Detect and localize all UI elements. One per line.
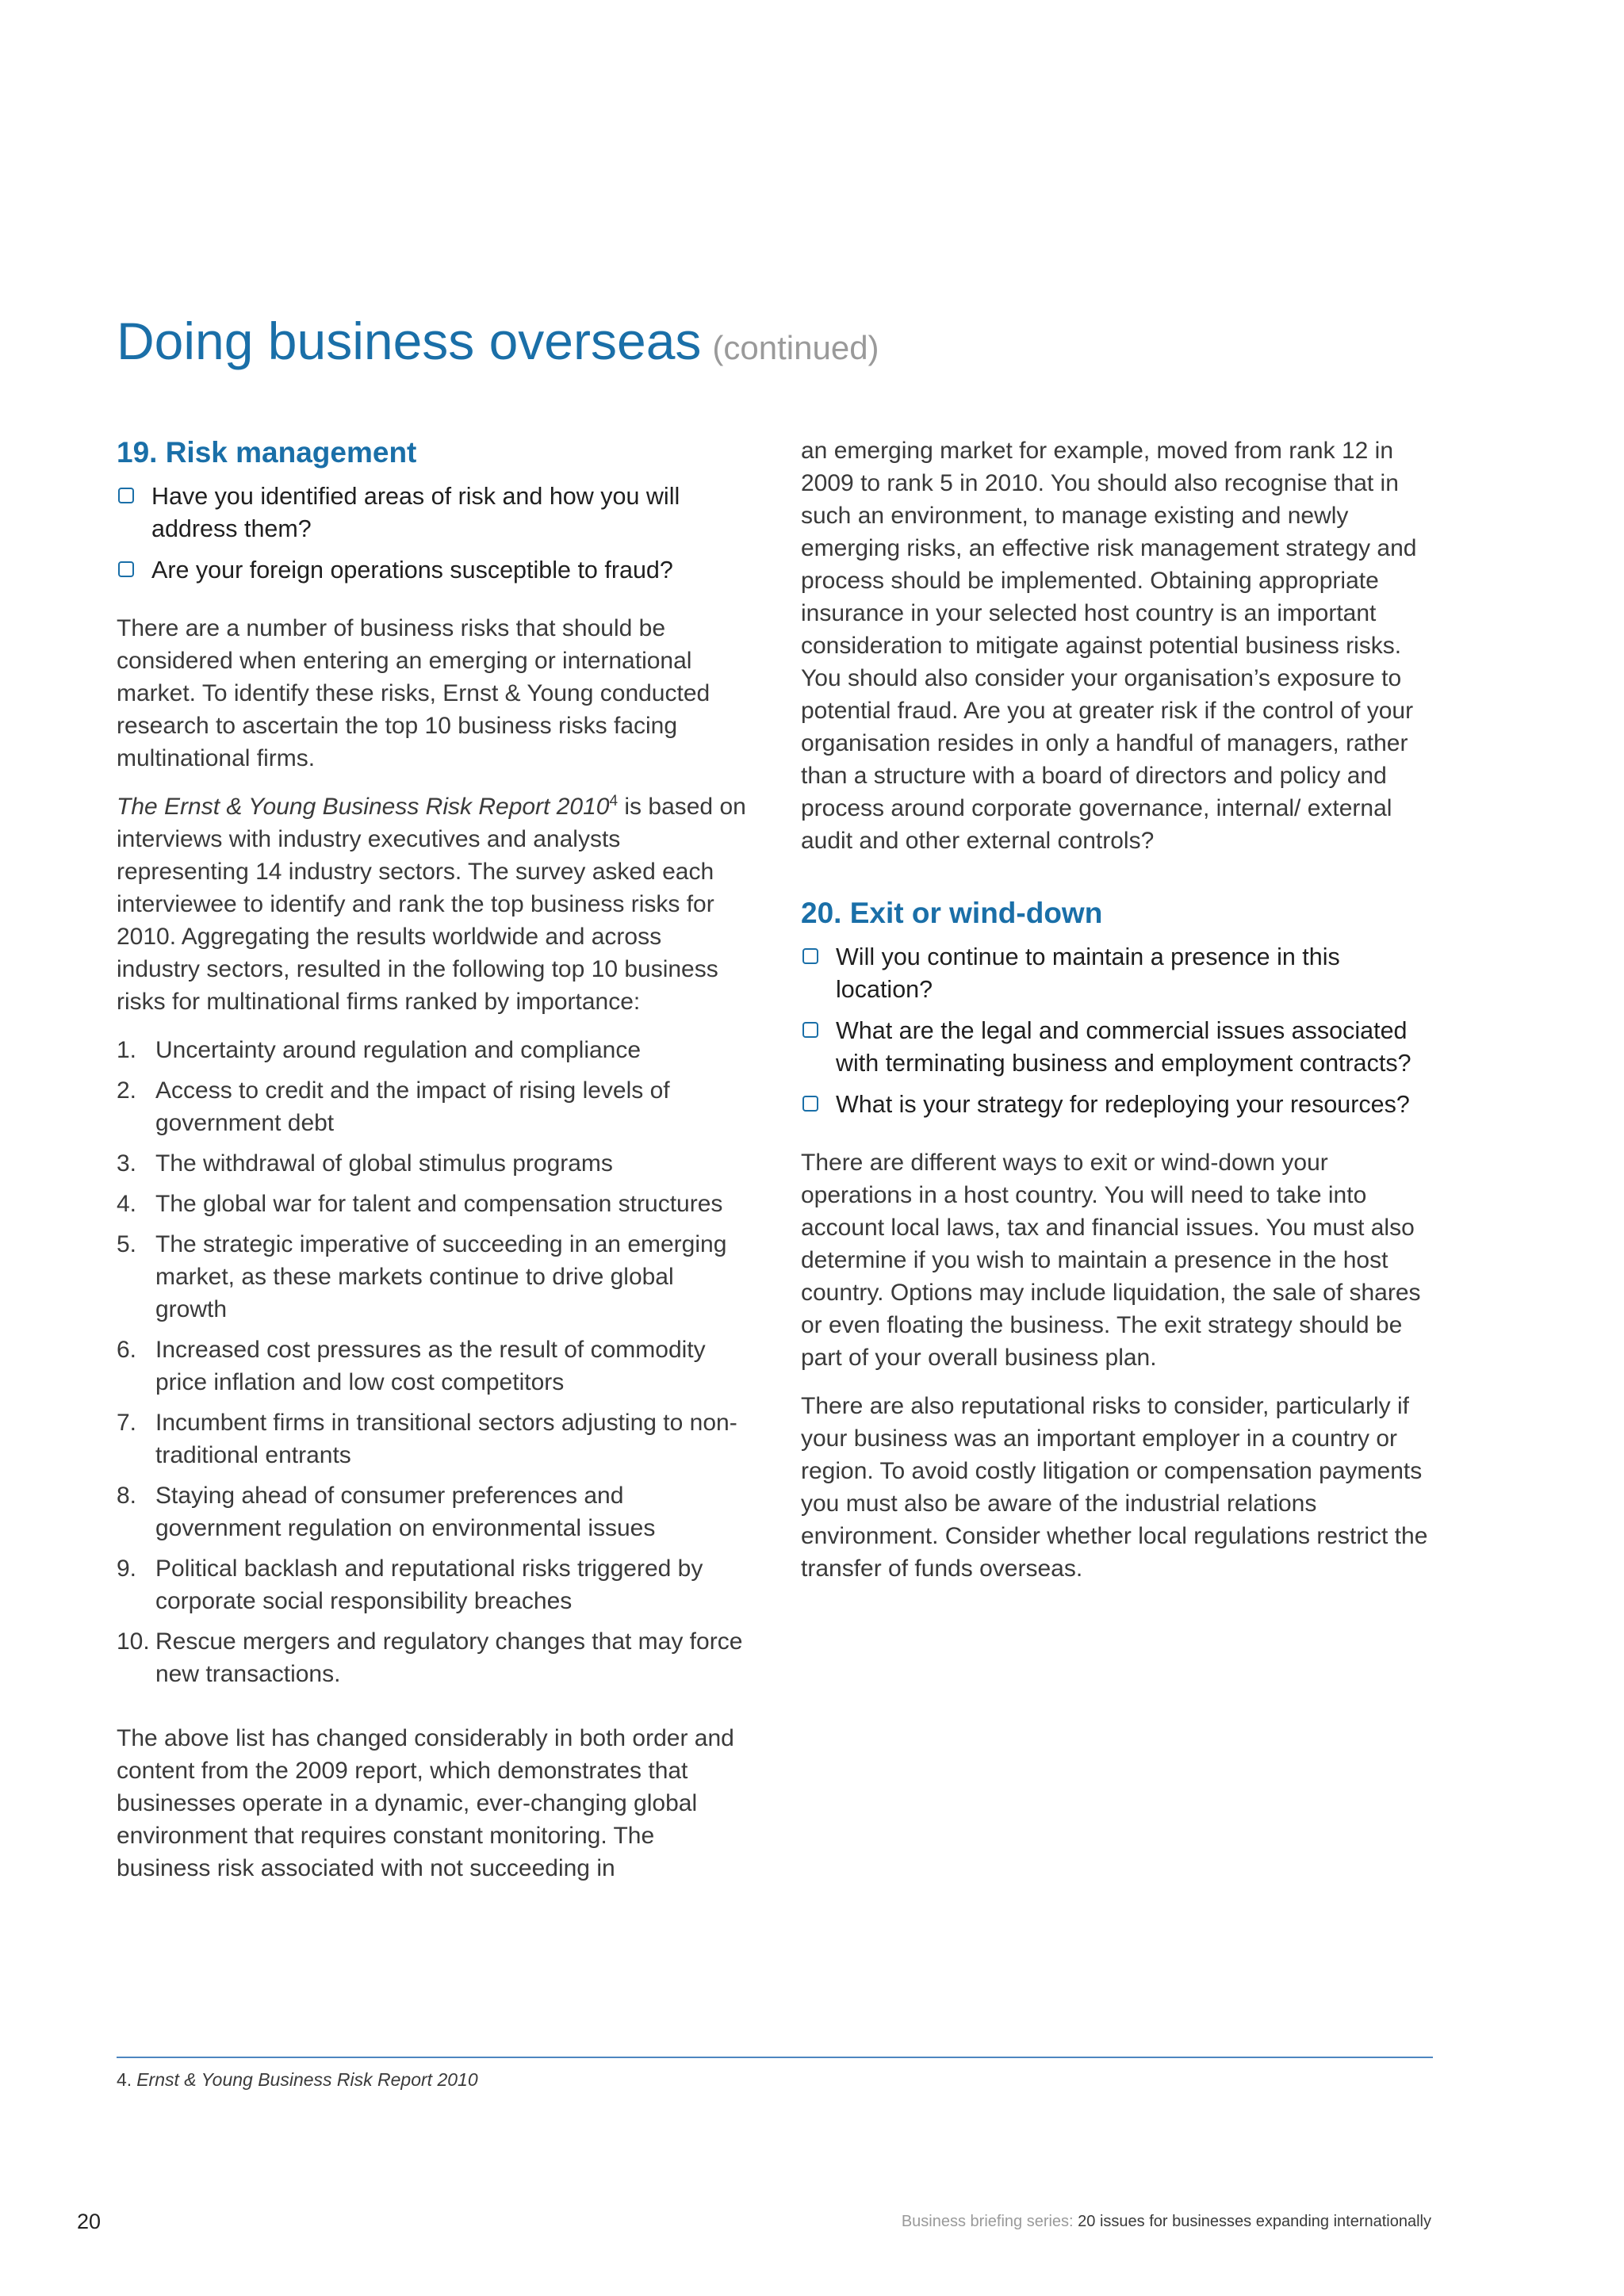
list-item-text: Staying ahead of consumer preferences and government regulation on environmental issues bbox=[155, 1483, 656, 1541]
list-item-number: 5. bbox=[117, 1231, 137, 1257]
checklist-item[interactable] bbox=[801, 1015, 1435, 1080]
list-item bbox=[117, 1228, 751, 1326]
list-item-text: Political backlash and reputational risks triggered by corporate social responsibility breaches bbox=[155, 1556, 703, 1614]
checklist-item-label: What are the legal and commercial issues associated with terminating business and employment contracts? bbox=[836, 1017, 1411, 1077]
risk-questions bbox=[117, 480, 751, 587]
reputation-paragraph: There are also reputational risks to consider, particularly if your business was an important employer in a country or region. To avoid costly litigation or compensation payments you must also be aware of the industrial relations environment. Consider whether local regulations restrict the transfer of funds overseas. bbox=[801, 1393, 1428, 1582]
checklist-item-label: Have you identified areas of risk and how you will address them? bbox=[151, 483, 680, 542]
list-item-text: Incumbent firms in transitional sectors adjusting to non-traditional entrants bbox=[155, 1410, 737, 1468]
footnote-text: Ernst & Young Business Risk Report 2010 bbox=[136, 2069, 478, 2090]
footnote-divider bbox=[117, 2057, 1433, 2058]
page-number: 20 bbox=[77, 2210, 102, 2233]
list-item-number: 1. bbox=[117, 1037, 137, 1063]
checkbox-icon[interactable] bbox=[802, 948, 818, 964]
list-item-text: Rescue mergers and regulatory changes that may force new transactions. bbox=[155, 1628, 743, 1687]
section-title-exit: 20. Exit or wind-down bbox=[801, 897, 1103, 929]
checklist-item[interactable] bbox=[801, 941, 1435, 1006]
checklist-item-label: Are your foreign operations susceptible to fraud? bbox=[151, 557, 673, 584]
footer-series-label: Business briefing series: bbox=[901, 2213, 1074, 2230]
list-item bbox=[117, 1188, 751, 1220]
left-column bbox=[117, 434, 751, 1900]
list-item-text: The withdrawal of global stimulus programs bbox=[155, 1150, 613, 1177]
list-item bbox=[117, 1034, 751, 1066]
intro-paragraph: There are a number of business risks that should be considered when entering an emerging or international market. To identify these risks, Ernst & Young conducted research to ascertain the top 10 business risks facing multinational firms. bbox=[117, 615, 710, 771]
report-paragraph bbox=[117, 790, 751, 1018]
page-header bbox=[117, 311, 879, 371]
checkbox-icon[interactable] bbox=[118, 561, 134, 577]
checkbox-icon[interactable] bbox=[118, 488, 134, 503]
page-title-continued: (continued) bbox=[712, 329, 879, 366]
list-item-number: 3. bbox=[117, 1150, 137, 1177]
list-item-text: Increased cost pressures as the result of commodity price inflation and low cost competitors bbox=[155, 1337, 706, 1395]
list-item bbox=[117, 1552, 751, 1617]
list-item bbox=[117, 1147, 751, 1180]
right-column bbox=[801, 434, 1435, 1601]
footnote-number: 4. bbox=[117, 2069, 132, 2090]
checkbox-icon[interactable] bbox=[802, 1022, 818, 1038]
list-item bbox=[117, 1334, 751, 1399]
footer-series-title: 20 issues for businesses expanding internationally bbox=[1073, 2213, 1431, 2230]
list-item-number: 8. bbox=[117, 1483, 137, 1509]
list-item-number: 6. bbox=[117, 1337, 137, 1363]
list-item-number: 7. bbox=[117, 1410, 137, 1436]
checklist-item[interactable] bbox=[117, 554, 751, 587]
footnote bbox=[117, 2069, 478, 2091]
list-item bbox=[117, 1625, 751, 1690]
exit-paragraph: There are different ways to exit or wind-down your operations in a host country. You will need to take into account local laws, tax and financial issues. You must also determine if you wish to maintain a presence in the host country. Options may include liquidation, the sale of shares or even floating the business. The exit strategy should be part of your overall business plan. bbox=[801, 1150, 1421, 1371]
list-item-number: 2. bbox=[117, 1077, 137, 1104]
list-item-text: The global war for talent and compensation structures bbox=[155, 1191, 723, 1217]
report-title: The Ernst & Young Business Risk Report 2010 bbox=[117, 794, 610, 820]
footer-series bbox=[902, 2213, 1431, 2231]
list-item bbox=[117, 1406, 751, 1471]
list-item-text: The strategic imperative of succeeding in an emerging market, as these markets continue to drive global growth bbox=[155, 1231, 727, 1322]
list-item bbox=[117, 1074, 751, 1139]
exit-questions bbox=[801, 941, 1435, 1121]
section-title-risk-management: 19. Risk management bbox=[117, 436, 417, 469]
list-item-text: Access to credit and the impact of rising levels of government debt bbox=[155, 1077, 670, 1136]
checklist-item-label: What is your strategy for redeploying your resources? bbox=[836, 1091, 1410, 1118]
risk-list bbox=[117, 1034, 751, 1690]
checklist-item[interactable] bbox=[801, 1089, 1435, 1121]
report-paragraph-text: is based on interviews with industry executives and analysts representing 14 industry sectors. The survey asked each interviewee to identify and rank the top business risks for 2010. Aggregating the results worldwide and across industry sectors, resulted in the following top 10 business risks for multinational firms ranked by importance: bbox=[117, 794, 746, 1015]
checklist-item-label: Will you continue to maintain a presence in this location? bbox=[836, 943, 1340, 1003]
checkbox-icon[interactable] bbox=[802, 1096, 818, 1112]
list-item-number: 4. bbox=[117, 1191, 137, 1217]
closing-paragraph: The above list has changed considerably in both order and content from the 2009 report, which demonstrates that businesses operate in a dynamic, ever-changing global environment that requires constant monitoring. The business risk associated with not succeeding in bbox=[117, 1725, 734, 1881]
checklist-item[interactable] bbox=[117, 480, 751, 545]
list-item bbox=[117, 1479, 751, 1544]
list-item-number: 9. bbox=[117, 1556, 137, 1582]
fraud-paragraph: You should also consider your organisation’s exposure to potential fraud. Are you at greater risk if the control of your organisation resides in only a handful of managers, rather than a structure with a board of directors and policy and process around corporate governance, internal/ external audit and other external controls? bbox=[801, 665, 1414, 854]
list-item-number: 10. bbox=[117, 1628, 150, 1655]
list-item-text: Uncertainty around regulation and compliance bbox=[155, 1037, 642, 1063]
continuation-paragraph: an emerging market for example, moved from rank 12 in 2009 to rank 5 in 2010. You should also recognise that in such an environment, to manage existing and newly emerging risks, an effective risk management strategy and process should be implemented. Obtaining appropriate insurance in your selected host country is an important consideration to mitigate against potential business risks. bbox=[801, 438, 1417, 659]
footnote-ref: 4 bbox=[609, 793, 619, 809]
page-title: Doing business overseas bbox=[117, 312, 702, 370]
